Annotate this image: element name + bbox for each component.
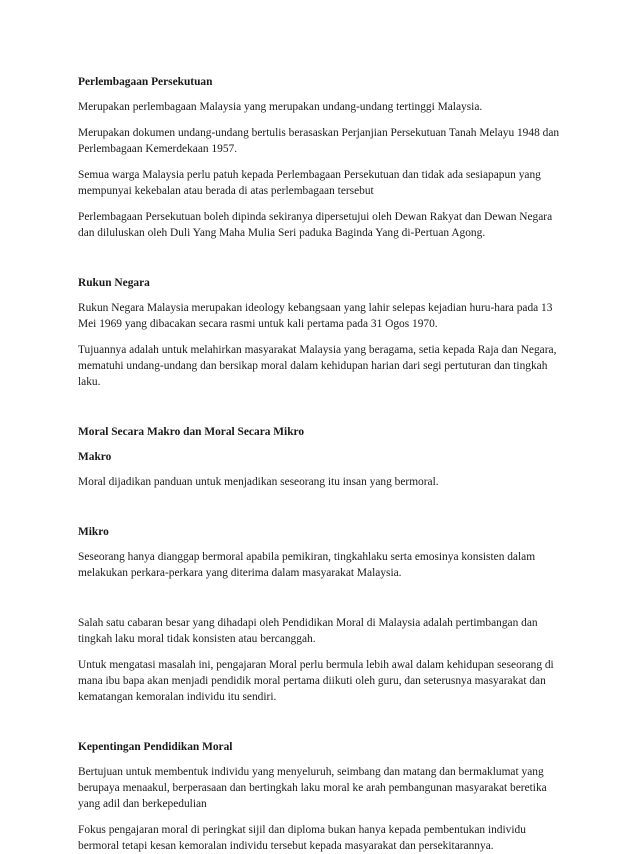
paragraph-kepentingan-1: Bertujuan untuk membentuk individu yang menyeluruh, seimbang dan matang dan bermaklumat yang berupaya menaakul, berperasaan dan bertingkah laku moral ke arah pembangunan masyarakat beretika yang adil dan berkepedulian [78, 766, 547, 810]
paragraph-atasi: Untuk mengatasi masalah ini, pengajaran Moral perlu bermula lebih awal dalam kehidupan seseorang di mana ibu bapa akan menjadi pendidik moral pertama diikuti oleh guru, dan seterusnya masyarakat dan kematangan kemoralan individu itu sendiri. [78, 659, 554, 703]
heading-perlembagaan-persekutuan: Perlembagaan Persekutuan [78, 76, 213, 88]
document-page [78, 74, 568, 854]
paragraph-persekutuan-2: Merupakan dokumen undang-undang bertulis berasaskan Perjanjian Persekutuan Tanah Melayu 1948 dan Perlembagaan Kemerdekaan 1957. [78, 127, 560, 155]
paragraph-cabaran: Salah satu cabaran besar yang dihadapi oleh Pendidikan Moral di Malaysia adalah pertimbangan dan tingkah laku moral tidak konsisten atau bercanggah. [78, 617, 538, 645]
paragraph-kepentingan-2: Fokus pengajaran moral di peringkat sijil dan diploma bukan hanya kepada pembentukan individu bermoral tetapi kesan kemoralan individu tersebut kepada masyarakat dan persekitarannya. [78, 824, 526, 852]
paragraph-persekutuan-3: Semua warga Malaysia perlu patuh kepada Perlembagaan Persekutuan dan tidak ada sesiapapun yang mempunyai kekebalan atau berada di atas perlembagaan tersebut [78, 169, 541, 197]
heading-mikro: Mikro [78, 526, 109, 538]
paragraph-makro: Moral dijadikan panduan untuk menjadikan seseorang itu insan yang bermoral. [78, 476, 439, 488]
heading-rukun-negara: Rukun Negara [78, 277, 150, 289]
paragraph-persekutuan-4: Perlembagaan Persekutuan boleh dipinda sekiranya dipersetujui oleh Dewan Rakyat dan Dewan Negara dan diluluskan oleh Duli Yang Maha Mulia Seri paduka Baginda Yang di-Pertuan Agong. [78, 211, 553, 239]
heading-kepentingan-pendidikan-moral: Kepentingan Pendidikan Moral [78, 741, 233, 753]
paragraph-mikro: Seseorang hanya dianggap bermoral apabila pemikiran, tingkahlaku serta emosinya konsisten dalam melakukan perkara-perkara yang diterima dalam masyarakat Malaysia. [78, 551, 536, 579]
paragraph-rukun-2: Tujuannya adalah untuk melahirkan masyarakat Malaysia yang beragama, setia kepada Raja dan Negara, mematuhi undang-undang dan bersikap moral dalam kehidupan harian dari segi pertuturan dan tingkah laku. [78, 344, 557, 388]
heading-moral-makro-mikro: Moral Secara Makro dan Moral Secara Mikro [78, 426, 305, 438]
paragraph-rukun-1: Rukun Negara Malaysia merupakan ideology kebangsaan yang lahir selepas kejadian huru-hara pada 13 Mei 1969 yang dibacakan secara rasmi untuk kali pertama pada 31 Ogos 1970. [78, 302, 553, 330]
heading-makro: Makro [78, 451, 112, 463]
paragraph-persekutuan-1: Merupakan perlembagaan Malaysia yang merupakan undang-undang tertinggi Malaysia. [78, 101, 483, 113]
